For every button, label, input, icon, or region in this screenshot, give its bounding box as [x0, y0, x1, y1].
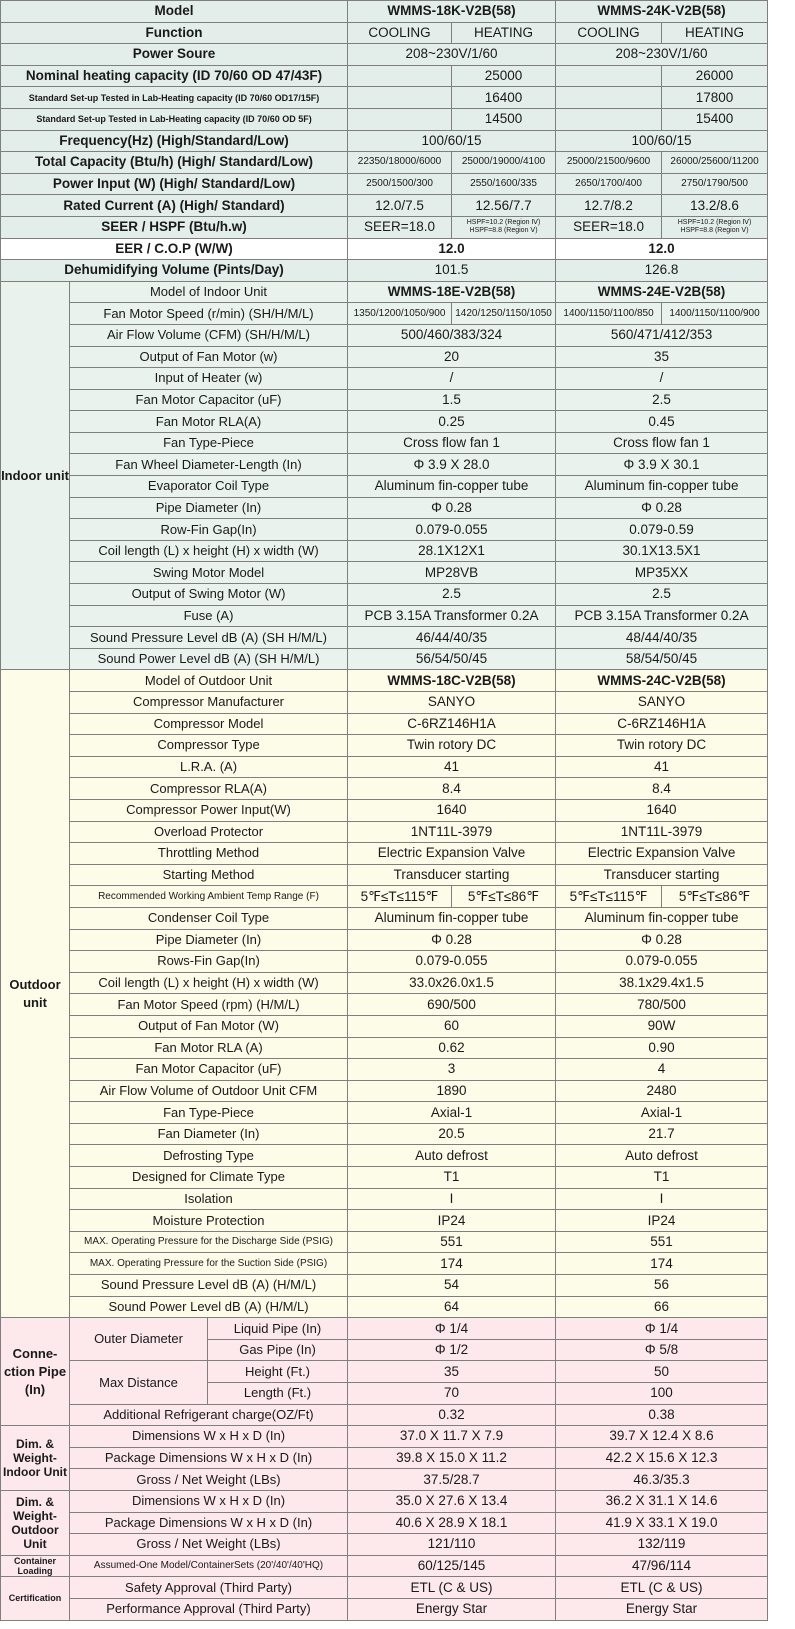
spec-value: 780/500	[556, 994, 768, 1016]
spec-value: Φ 1/2	[348, 1339, 556, 1361]
dehum-a: 101.5	[348, 260, 556, 282]
spec-value: IP24	[348, 1210, 556, 1232]
spec-label: Air Flow Volume (CFM) (SH/H/M/L)	[70, 324, 348, 346]
spec-value: IP24	[556, 1210, 768, 1232]
spec-label: Coil length (L) x height (H) x width (W)	[70, 972, 348, 994]
power-input-label: Power Input (W) (High/ Standard/Low)	[1, 173, 348, 195]
spec-label: Compressor Manufacturer	[70, 692, 348, 714]
spec-value: 54	[348, 1275, 556, 1297]
spec-value: 0.90	[556, 1037, 768, 1059]
dehum-b: 126.8	[556, 260, 768, 282]
spec-value: Aluminum fin-copper tube	[556, 907, 768, 929]
spec-value: 0.38	[556, 1404, 768, 1426]
dim-outdoor-section-label: Dim. & Weight-Outdoor Unit	[1, 1490, 70, 1555]
spec-value: 551	[556, 1231, 768, 1253]
spec-value: SANYO	[556, 692, 768, 714]
power-label: Power Soure	[1, 44, 348, 66]
spec-value: Auto defrost	[556, 1145, 768, 1167]
spec-value: SANYO	[348, 692, 556, 714]
spec-label: Dimensions W x H x D (In)	[70, 1490, 348, 1512]
hspf-line: HSPF=10.2 (Region Ⅳ)	[466, 219, 541, 227]
spec-value: PCB 3.15A Transformer 0.2A	[556, 605, 768, 627]
spec-value: 0.62	[348, 1037, 556, 1059]
spec-value: 100	[556, 1383, 768, 1405]
certification-section-label: Certification	[1, 1577, 70, 1620]
spec-value: 5℉≤T≤86℉	[662, 886, 768, 908]
spec-value: 12.7/8.2	[556, 195, 662, 217]
spec-label: Gross / Net Weight (LBs)	[70, 1469, 348, 1491]
hspf-value	[662, 216, 768, 238]
spec-value: 37.5/28.7	[348, 1469, 556, 1491]
spec-value	[348, 108, 452, 130]
spec-value: Φ 3.9 X 30.1	[556, 454, 768, 476]
spec-label: Designed for Climate Type	[70, 1167, 348, 1189]
spec-label: Gas Pipe (In)	[208, 1339, 348, 1361]
spec-label: Coil length (L) x height (H) x width (W)	[70, 540, 348, 562]
spec-value: 25000/19000/4100	[452, 152, 556, 174]
spec-label: Moisture Protection	[70, 1210, 348, 1232]
spec-value: Φ 0.28	[556, 929, 768, 951]
frequency-label: Frequency(Hz) (High/Standard/Low)	[1, 130, 348, 152]
spec-value: 1640	[348, 799, 556, 821]
spec-value: SEER=18.0	[556, 216, 662, 238]
spec-label: Liquid Pipe (In)	[208, 1318, 348, 1340]
spec-label: Defrosting Type	[70, 1145, 348, 1167]
spec-label: Fan Motor Capacitor (uF)	[70, 389, 348, 411]
spec-value: Electric Expansion Valve	[348, 843, 556, 865]
spec-value: Cross flow fan 1	[348, 432, 556, 454]
spec-label: Compressor Power Input(W)	[70, 799, 348, 821]
spec-label: Fan Motor RLA (A)	[70, 1037, 348, 1059]
spec-value: 690/500	[348, 994, 556, 1016]
spec-value: 35	[556, 346, 768, 368]
spec-value: 36.2 X 31.1 X 14.6	[556, 1490, 768, 1512]
spec-value: 26000	[662, 65, 768, 87]
spec-value: 1640	[556, 799, 768, 821]
spec-label: MAX. Operating Pressure for the Discharge Side (PSIG)	[70, 1231, 348, 1253]
spec-label: Standard Set-up Tested in Lab-Heating capacity (ID 70/60 OD17/15F)	[1, 87, 348, 109]
spec-value: 25000/21500/9600	[556, 152, 662, 174]
spec-value: MP28VB	[348, 562, 556, 584]
spec-value: 41.9 X 33.1 X 19.0	[556, 1512, 768, 1534]
spec-label: Compressor Model	[70, 713, 348, 735]
spec-value: Auto defrost	[348, 1145, 556, 1167]
spec-value: 39.8 X 15.0 X 11.2	[348, 1447, 556, 1469]
spec-value: 35	[348, 1361, 556, 1383]
spec-value: 16400	[452, 87, 556, 109]
spec-value: 0.079-0.055	[556, 951, 768, 973]
spec-label: Isolation	[70, 1188, 348, 1210]
spec-value: T1	[348, 1167, 556, 1189]
spec-value: Φ 0.28	[556, 497, 768, 519]
spec-label: Height (Ft.)	[208, 1361, 348, 1383]
spec-value	[348, 65, 452, 87]
spec-value: Aluminum fin-copper tube	[348, 476, 556, 498]
spec-value: 12.56/7.7	[452, 195, 556, 217]
spec-label: Evaporator Coil Type	[70, 476, 348, 498]
spec-value: 13.2/8.6	[662, 195, 768, 217]
outdoor-model-a: WMMS-18C-V2B(58)	[348, 670, 556, 692]
spec-value: ETL (C & US)	[348, 1577, 556, 1599]
spec-label: Fan Type-Piece	[70, 432, 348, 454]
spec-value: 17800	[662, 87, 768, 109]
outdoor-model-label: Model of Outdoor Unit	[70, 670, 348, 692]
spec-label: Fan Motor Speed (r/min) (SH/H/M/L)	[70, 303, 348, 325]
spec-label: Package Dimensions W x H x D (In)	[70, 1447, 348, 1469]
spec-value: 46/44/40/35	[348, 627, 556, 649]
spec-value: Twin rotory DC	[348, 735, 556, 757]
spec-value: 64	[348, 1296, 556, 1318]
spec-value: 15400	[662, 108, 768, 130]
spec-value: C-6RZ146H1A	[556, 713, 768, 735]
spec-value: 90W	[556, 1015, 768, 1037]
eer-b: 12.0	[556, 238, 768, 260]
spec-label: Output of Fan Motor (w)	[70, 346, 348, 368]
spec-value: 22350/18000/6000	[348, 152, 452, 174]
spec-value: 46.3/35.3	[556, 1469, 768, 1491]
spec-value: MP35XX	[556, 562, 768, 584]
spec-value: 2750/1790/500	[662, 173, 768, 195]
spec-value: Cross flow fan 1	[556, 432, 768, 454]
connection-section-label: Conne-ction Pipe (In)	[1, 1318, 70, 1426]
spec-value: 56	[556, 1275, 768, 1297]
hspf-value	[452, 216, 556, 238]
spec-value: 174	[556, 1253, 768, 1275]
outdoor-section-label: Outdoor unit	[1, 670, 70, 1318]
spec-value: 1NT11L-3979	[348, 821, 556, 843]
spec-value: 2500/1500/300	[348, 173, 452, 195]
spec-label: Output of Swing Motor (W)	[70, 584, 348, 606]
spec-label: Pipe Diameter (In)	[70, 497, 348, 519]
spec-label: Fuse (A)	[70, 605, 348, 627]
indoor-model-label: Model of Indoor Unit	[70, 281, 348, 303]
spec-value: I	[556, 1188, 768, 1210]
spec-value: 1890	[348, 1080, 556, 1102]
spec-value	[556, 108, 662, 130]
frequency-b: 100/60/15	[556, 130, 768, 152]
spec-value: 1NT11L-3979	[556, 821, 768, 843]
spec-value: 0.32	[348, 1404, 556, 1426]
spec-value: 1350/1200/1050/900	[348, 303, 452, 325]
spec-value: Φ 5/8	[556, 1339, 768, 1361]
spec-value: Transducer starting	[556, 864, 768, 886]
spec-label: Swing Motor Model	[70, 562, 348, 584]
spec-value: /	[348, 368, 556, 390]
spec-value: 0.079-0.055	[348, 519, 556, 541]
spec-label: Condenser Coil Type	[70, 907, 348, 929]
function-a-heating: HEATING	[452, 22, 556, 44]
spec-value: 40.6 X 28.9 X 18.1	[348, 1512, 556, 1534]
spec-value: 5℉≤T≤115℉	[348, 886, 452, 908]
spec-label: Fan Wheel Diameter-Length (In)	[70, 454, 348, 476]
frequency-a: 100/60/15	[348, 130, 556, 152]
spec-value: 2.5	[556, 389, 768, 411]
indoor-section-label: Indoor unit	[1, 281, 70, 670]
spec-value	[556, 87, 662, 109]
spec-value: 21.7	[556, 1123, 768, 1145]
spec-value: 47/96/114	[556, 1555, 768, 1577]
spec-value: 2650/1700/400	[556, 173, 662, 195]
spec-value	[556, 65, 662, 87]
spec-label: Starting Method	[70, 864, 348, 886]
spec-label: Sound Power Level dB (A) (SH H/M/L)	[70, 648, 348, 670]
spec-label: Sound Power Level dB (A) (H/M/L)	[70, 1296, 348, 1318]
spec-value: 500/460/383/324	[348, 324, 556, 346]
dehum-label: Dehumidifying Volume (Pints/Day)	[1, 260, 348, 282]
spec-value: 132/119	[556, 1534, 768, 1556]
spec-value: Φ 1/4	[348, 1318, 556, 1340]
spec-value: Φ 3.9 X 28.0	[348, 454, 556, 476]
spec-value: 42.2 X 15.6 X 12.3	[556, 1447, 768, 1469]
spec-value: 60	[348, 1015, 556, 1037]
spec-label: Fan Diameter (In)	[70, 1123, 348, 1145]
model-b: WMMS-24K-V2B(58)	[556, 1, 768, 23]
spec-value: 41	[556, 756, 768, 778]
spec-label: Performance Approval (Third Party)	[70, 1598, 348, 1620]
spec-label: Fan Motor RLA(A)	[70, 411, 348, 433]
spec-value: 2480	[556, 1080, 768, 1102]
container-section-label: Container Loading	[1, 1555, 70, 1577]
spec-value: Energy Star	[348, 1598, 556, 1620]
spec-value: 1400/1150/1100/850	[556, 303, 662, 325]
spec-value: 35.0 X 27.6 X 13.4	[348, 1490, 556, 1512]
spec-value: 48/44/40/35	[556, 627, 768, 649]
spec-value: 3	[348, 1059, 556, 1081]
function-label: Function	[1, 22, 348, 44]
indoor-model-a: WMMS-18E-V2B(58)	[348, 281, 556, 303]
spec-label: Gross / Net Weight (LBs)	[70, 1534, 348, 1556]
spec-label: Sound Pressure Level dB (A) (H/M/L)	[70, 1275, 348, 1297]
spec-label: Dimensions W x H x D (In)	[70, 1426, 348, 1448]
spec-value: 0.079-0.59	[556, 519, 768, 541]
spec-value: 1.5	[348, 389, 556, 411]
spec-value: 12.0/7.5	[348, 195, 452, 217]
spec-value: 37.0 X 11.7 X 7.9	[348, 1426, 556, 1448]
spec-value: C-6RZ146H1A	[348, 713, 556, 735]
eer-label: EER / C.O.P (W/W)	[1, 238, 348, 260]
spec-value: 551	[348, 1231, 556, 1253]
power-b: 208~230V/1/60	[556, 44, 768, 66]
spec-label: Output of Fan Motor (W)	[70, 1015, 348, 1037]
spec-value: 0.079-0.055	[348, 951, 556, 973]
hspf-line: HSPF=8.8 (Region Ⅴ)	[680, 227, 749, 235]
spec-label: MAX. Operating Pressure for the Suction Side (PSIG)	[70, 1253, 348, 1275]
spec-value: Twin rotory DC	[556, 735, 768, 757]
spec-label: Recommended Working Ambient Temp Range (F)	[70, 886, 348, 908]
spec-value: 38.1x29.4x1.5	[556, 972, 768, 994]
spec-value: Aluminum fin-copper tube	[556, 476, 768, 498]
seer-label: SEER / HSPF (Btu/h.w)	[1, 216, 348, 238]
spec-value: 39.7 X 12.4 X 8.6	[556, 1426, 768, 1448]
function-b-heating: HEATING	[662, 22, 768, 44]
spec-value: 14500	[452, 108, 556, 130]
spec-value: 5℉≤T≤86℉	[452, 886, 556, 908]
outdoor-model-b: WMMS-24C-V2B(58)	[556, 670, 768, 692]
function-a-cooling: COOLING	[348, 22, 452, 44]
spec-value: Φ 1/4	[556, 1318, 768, 1340]
hspf-line: HSPF=8.8 (Region Ⅴ)	[469, 227, 538, 235]
spec-value: Energy Star	[556, 1598, 768, 1620]
spec-value: 60/125/145	[348, 1555, 556, 1577]
spec-label: Input of Heater (w)	[70, 368, 348, 390]
spec-value: 50	[556, 1361, 768, 1383]
spec-value: /	[556, 368, 768, 390]
spec-value: 0.45	[556, 411, 768, 433]
spec-value: 1400/1150/1100/900	[662, 303, 768, 325]
spec-value: ETL (C & US)	[556, 1577, 768, 1599]
spec-value: Electric Expansion Valve	[556, 843, 768, 865]
spec-value	[348, 87, 452, 109]
spec-value: Aluminum fin-copper tube	[348, 907, 556, 929]
spec-label: Nominal heating capacity (ID 70/60 OD 47/43F)	[1, 65, 348, 87]
spec-value: 66	[556, 1296, 768, 1318]
power-a: 208~230V/1/60	[348, 44, 556, 66]
spec-value: 2550/1600/335	[452, 173, 556, 195]
spec-value: 41	[348, 756, 556, 778]
function-b-cooling: COOLING	[556, 22, 662, 44]
spec-label: Overload Protector	[70, 821, 348, 843]
spec-label: Fan Type-Piece	[70, 1102, 348, 1124]
spec-value: 5℉≤T≤115℉	[556, 886, 662, 908]
spec-value: 33.0x26.0x1.5	[348, 972, 556, 994]
spec-value: Φ 0.28	[348, 929, 556, 951]
outer-diameter-label: Outer Diameter	[70, 1318, 208, 1361]
spec-label: Package Dimensions W x H x D (In)	[70, 1512, 348, 1534]
spec-label: Sound Pressure Level dB (A) (SH H/M/L)	[70, 627, 348, 649]
spec-label: Fan Motor Speed (rpm) (H/M/L)	[70, 994, 348, 1016]
spec-value: Axial-1	[348, 1102, 556, 1124]
spec-label: Compressor RLA(A)	[70, 778, 348, 800]
spec-label: Length (Ft.)	[208, 1383, 348, 1405]
spec-label: Safety Approval (Third Party)	[70, 1577, 348, 1599]
spec-value: 0.25	[348, 411, 556, 433]
spec-label: Air Flow Volume of Outdoor Unit CFM	[70, 1080, 348, 1102]
spec-label: Additional Refrigerant charge(OZ/Ft)	[70, 1404, 348, 1426]
spec-label: Throttling Method	[70, 843, 348, 865]
spec-value: 2.5	[348, 584, 556, 606]
spec-value: PCB 3.15A Transformer 0.2A	[348, 605, 556, 627]
spec-label: L.R.A. (A)	[70, 756, 348, 778]
spec-value: 8.4	[348, 778, 556, 800]
model-label: Model	[1, 1, 348, 23]
spec-value: 560/471/412/353	[556, 324, 768, 346]
spec-value: 25000	[452, 65, 556, 87]
eer-a: 12.0	[348, 238, 556, 260]
spec-value: 70	[348, 1383, 556, 1405]
spec-value: 20.5	[348, 1123, 556, 1145]
spec-value: 174	[348, 1253, 556, 1275]
spec-label: Fan Motor Capacitor (uF)	[70, 1059, 348, 1081]
total-capacity-label: Total Capacity (Btu/h) (High/ Standard/Low)	[1, 152, 348, 174]
hspf-line: HSPF=10.2 (Region Ⅳ)	[677, 219, 752, 227]
spec-label: Standard Set-up Tested in Lab-Heating capacity (ID 70/60 OD 5F)	[1, 108, 348, 130]
spec-value: Transducer starting	[348, 864, 556, 886]
spec-value: SEER=18.0	[348, 216, 452, 238]
spec-value: 26000/25600/11200	[662, 152, 768, 174]
spec-value: I	[348, 1188, 556, 1210]
spec-value: 8.4	[556, 778, 768, 800]
spec-value: Φ 0.28	[348, 497, 556, 519]
spec-value: 1420/1250/1150/1050	[452, 303, 556, 325]
spec-label: Row-Fin Gap(In)	[70, 519, 348, 541]
spec-value: 121/110	[348, 1534, 556, 1556]
max-distance-label: Max Distance	[70, 1361, 208, 1404]
spec-value: 30.1X13.5X1	[556, 540, 768, 562]
dim-indoor-section-label: Dim. & Weight-Indoor Unit	[1, 1426, 70, 1491]
rated-current-label: Rated Current (A) (High/ Standard)	[1, 195, 348, 217]
spec-label: Rows-Fin Gap(In)	[70, 951, 348, 973]
spec-value: T1	[556, 1167, 768, 1189]
spec-value: 28.1X12X1	[348, 540, 556, 562]
spec-value: 56/54/50/45	[348, 648, 556, 670]
spec-label: Assumed-One Model/ContainerSets (20'/40'/40'HQ)	[70, 1555, 348, 1577]
spec-value: Axial-1	[556, 1102, 768, 1124]
spec-value: 4	[556, 1059, 768, 1081]
spec-label: Pipe Diameter (In)	[70, 929, 348, 951]
model-a: WMMS-18K-V2B(58)	[348, 1, 556, 23]
spec-label: Compressor Type	[70, 735, 348, 757]
spec-value: 2.5	[556, 584, 768, 606]
spec-value: 58/54/50/45	[556, 648, 768, 670]
indoor-model-b: WMMS-24E-V2B(58)	[556, 281, 768, 303]
spec-value: 20	[348, 346, 556, 368]
